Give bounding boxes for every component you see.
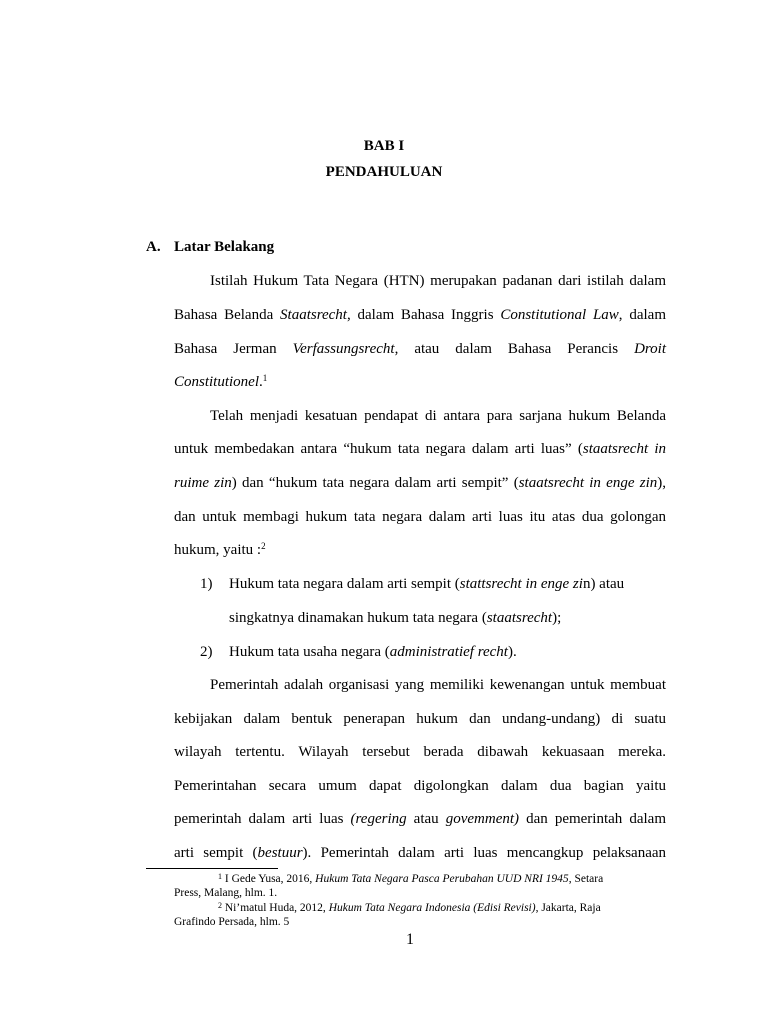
p3-line-6: arti sempit (bestuur). Pemerintah dalam arti luas mencangkup pelaksanaan xyxy=(174,845,667,861)
page-number: 1 xyxy=(406,931,414,948)
footnote-2: $^2$ Ni’matul Huda, 2012, Hukum Tata Negara Indonesia (Edisi Revisi), Jakarta, Raja xyxy=(218,901,601,914)
p3-line-2: kebijakan dalam bentuk penerapan hukum dan undang-undang) di suatu xyxy=(174,711,666,727)
p1-line-2: Bahasa Belanda Staatsrecht, dalam Bahasa Inggris Constitutional Law, dalam xyxy=(174,307,666,323)
footnote-ref-1: 1 xyxy=(262,373,268,383)
p3-line-3: wilayah tertentu. Wilayah tersebut berada dibawah kekuasaan mereka. xyxy=(174,744,666,760)
p2-line-4: dan untuk membagi hukum tata negara dalam arti luas itu atas dua golongan xyxy=(174,509,666,525)
chapter-title: PENDAHULUAN xyxy=(325,164,443,180)
p3-line-1: Pemerintah adalah organisasi yang memiliki kewenangan untuk membuat xyxy=(210,677,666,693)
p2-line-5: hukum, yaitu :$^2$ xyxy=(174,541,266,558)
list-item-1-number: 1) xyxy=(200,576,213,592)
footnote-1: $^1$ I Gede Yusa, 2016, Hukum Tata Negara Pasca Perubahan UUD NRI 1945, Setara xyxy=(218,872,604,885)
footnote-separator xyxy=(146,868,278,869)
section-letter: A. xyxy=(146,239,161,255)
p2-line-2: untuk membedakan antara “hukum tata negara dalam arti luas” (staatsrecht in xyxy=(174,441,666,457)
p3-line-4: Pemerintahan secara umum dapat digolongkan dalam dua bagian yaitu xyxy=(174,778,666,794)
footnote-ref-2: 2 xyxy=(261,541,266,551)
footnote-2-cont: Grafindo Persada, hlm. 5 xyxy=(174,916,290,928)
p1-line-4: Constitutionel.$^1$ xyxy=(174,373,268,390)
p2-line-1: Telah menjadi kesatuan pendapat di antara para sarjana hukum Belanda xyxy=(210,408,666,424)
p2-line-3: ruime zin) dan “hukum tata negara dalam arti sempit” (staatsrecht in enge zin), xyxy=(174,475,667,491)
list-item-2-number: 2) xyxy=(200,644,213,660)
p1-line-3: Bahasa Jerman Verfassungsrecht, atau dalam Bahasa Perancis Droit xyxy=(174,341,667,357)
list-item-1: Hukum tata negara dalam arti sempit (stattsrecht in enge zin) atau xyxy=(229,576,625,592)
footnote-1-cont: Press, Malang, hlm. 1. xyxy=(174,887,278,899)
section-title: Latar Belakang xyxy=(174,239,275,255)
list-item-1-cont: singkatnya dinamakan hukum tata negara (staatsrecht); xyxy=(229,610,562,626)
p3-line-5: pemerintah dalam arti luas (regering atau govemment) dan pemerintah dalam xyxy=(174,811,667,827)
chapter-number: BAB I xyxy=(363,138,405,154)
p1-line-1: Istilah Hukum Tata Negara (HTN) merupakan padanan dari istilah dalam xyxy=(210,273,666,289)
list-item-2: Hukum tata usaha negara (administratief recht). xyxy=(229,644,517,660)
